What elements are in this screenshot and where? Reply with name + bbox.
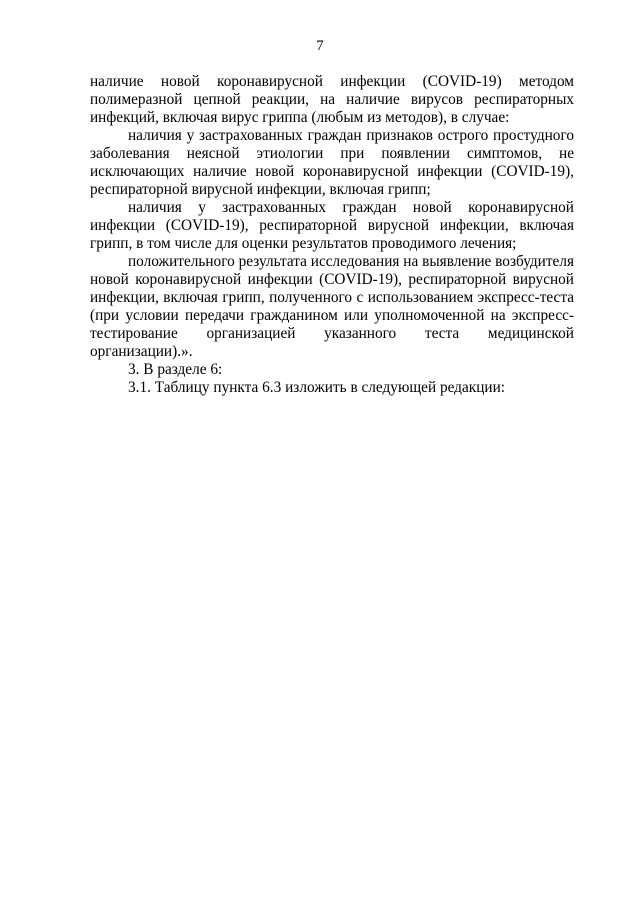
paragraph-table-6-3: 3.1. Таблицу пункта 6.3 изложить в следующей редакции: <box>128 379 505 396</box>
paragraph-infection-present: наличия у застрахованных граждан новой коронавирусной инфекции (COVID-19), респираторной вирусной инфекции, включая грипп, в том числе для оценки результатов проводимого лечения; <box>90 199 574 252</box>
document-body <box>90 73 574 397</box>
paragraph-cold-symptoms: наличия у застрахованных граждан признаков острого простудного заболевания неясной этиологии при появлении симптомов, не исключающих наличие новой коронавирусной инфекции (COVID-19), респираторной вирусной инфекции, включая грипп; <box>90 127 574 198</box>
paragraph-section-6: 3. В разделе 6: <box>128 361 223 378</box>
paragraph-positive-result: положительного результата исследования на выявление возбудителя новой коронавирусной инфекции (COVID-19), респираторной вирусной инфекции, включая грипп, полученного с использованием экспресс-теста (при условии передачи гражданином или уполномоченной на экспресс-тестирование организацией указанного теста медицинской организации).». <box>90 253 574 360</box>
paragraph-testing-methods: наличие новой коронавирусной инфекции (COVID-19) методом полимеразной цепной реакции, на наличие вирусов респираторных инфекций, включая вирус гриппа (любым из методов), в случае: <box>90 73 574 126</box>
page-number: 7 <box>316 38 324 54</box>
